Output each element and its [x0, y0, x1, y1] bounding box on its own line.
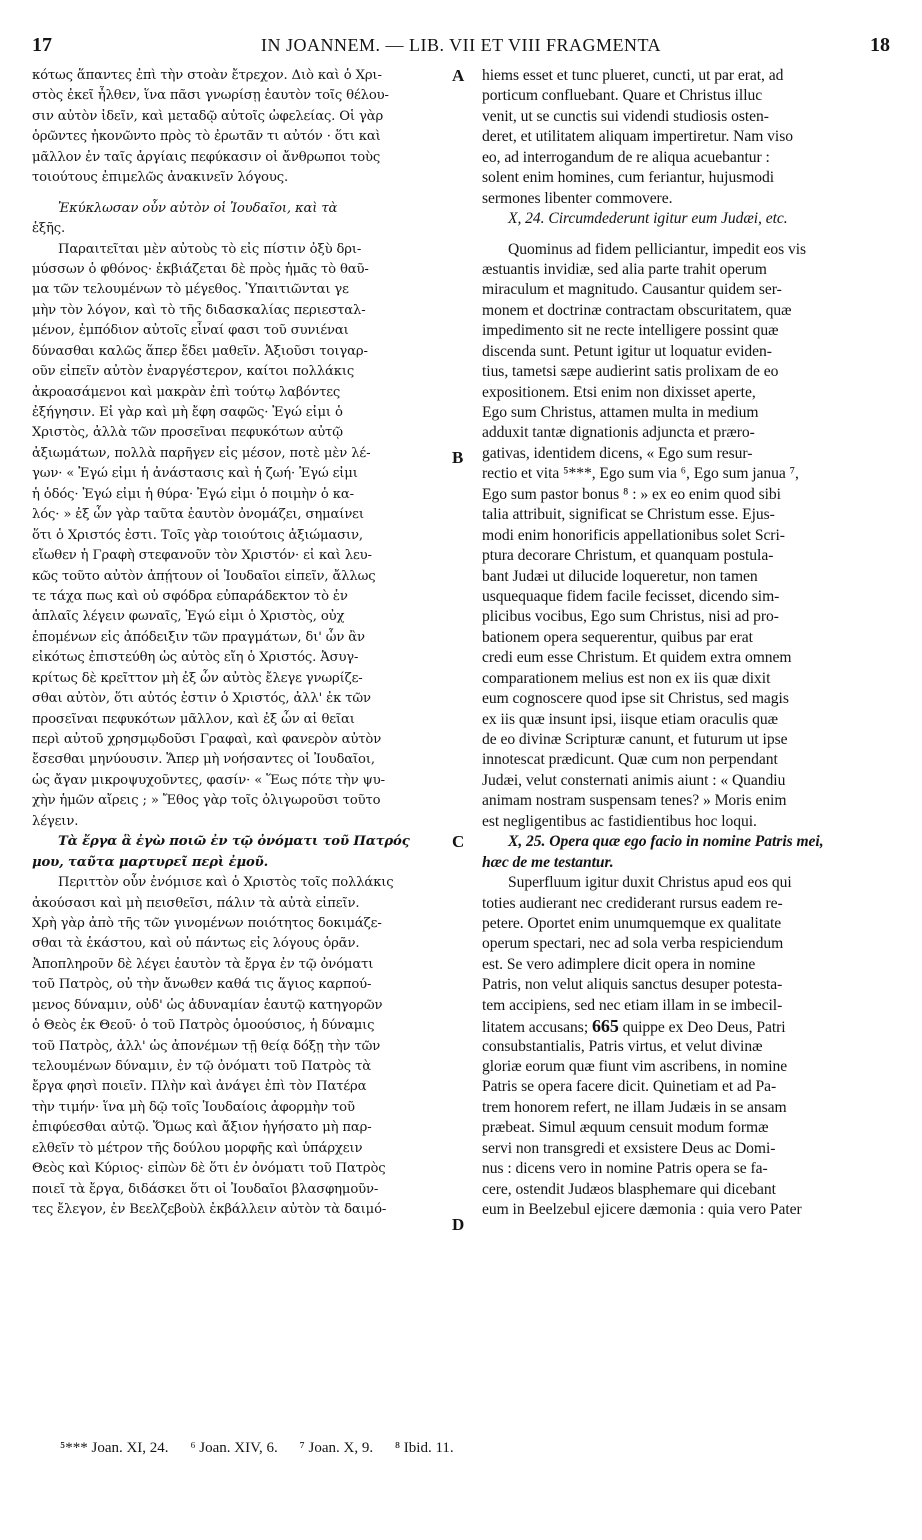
- text-line: ἀκροασάμενοι καὶ μακρὰν ἐπὶ τούτῳ λαβόντες: [32, 384, 341, 400]
- text-line: ὅτι ὁ Χριστός ἐστι. Τοῖς γὰρ τοιούτοις ἀξιώμασιν,: [32, 527, 363, 543]
- text-line: εἴωθεν ἡ Γραφὴ στεφανοῦν τὸν Χριστόν· εἰ καὶ λευ-: [32, 548, 372, 564]
- column-number-marker: 665: [591, 1016, 619, 1037]
- text-line: ἁπλαῖς λέγειν φωναῖς, Ἐγώ εἰμι ὁ Χριστὸς, οὐχ: [32, 609, 345, 625]
- text-line: toties audierant nec crediderant rursus eadem re-: [482, 894, 783, 912]
- text-line: comparationem melius est non ex iis quæ dixit: [482, 669, 771, 687]
- text-line: nus : dicens vero in nomine Patris opera se fa-: [482, 1160, 768, 1178]
- text-line: Περιττὸν οὖν ἐνόμισε καὶ ὁ Χριστὸς τοῖς πολλάκις: [58, 875, 394, 891]
- text-line: μενος δύναμιν, οὐδ' ὡς ἀδυναμίαν ἑαυτῷ κατηγορῶν: [32, 997, 383, 1013]
- text-line: μὴν τὸν λόγον, καὶ τὸ τῆς διδασκαλίας περιεσταλ-: [32, 302, 366, 318]
- text-line: credi eum esse Christum. Et quidem extra omnem: [482, 649, 792, 667]
- text-line: gativas, identidem dicens, « Ego sum resur-: [482, 444, 753, 462]
- margin-letter-a: A: [452, 66, 465, 85]
- text-line: κρίτως δὲ κρεῖττον μὴ ἐξ ὧν αὐτὸς ἔλεγε γνωρίζε-: [32, 670, 363, 686]
- text-line: ποιεῖ τὰ ἔργα, διδάσκει ὅτι οἱ Ἰουδαῖοι βλασφημοῦν-: [32, 1181, 379, 1197]
- text-line: Ἐκύκλωσαν οὖν αὐτὸν οἱ Ἰουδαῖοι, καὶ τὰ: [58, 200, 338, 216]
- text-line: de eo divinæ Scripturæ canunt, et futurum ut ipse: [482, 731, 788, 748]
- text-line: X, 24. Circumdederunt igitur eum Judæi, etc.: [508, 210, 788, 228]
- text-line: Παραιτεῖται μὲν αὐτοὺς τὸ εἰς πίστιν ὀξὺ δρι-: [58, 241, 362, 257]
- text-line: λέγειν.: [32, 813, 79, 829]
- text-line: κότως ἅπαντες ἐπὶ τὴν στοὰν ἔτρεχον. Διὸ καὶ ὁ Χρι-: [32, 68, 382, 83]
- text-line: μᾶλλον ἐν ταῖς ἀργίαις πεφύκασιν οἱ ἄνθρωποι τοὺς: [32, 149, 381, 165]
- text-line: servi non transgredi et exsistere Deus ac Domi-: [482, 1139, 776, 1157]
- text-line: X, 25. Opera quæ ego facio in nomine Patris mei,: [508, 833, 824, 851]
- text-line: Ego sum pastor bonus ⁸ : » ex eo enim quod sibi: [482, 485, 781, 503]
- text-line: adduxit tantæ dignationis adjuncta et præro-: [482, 424, 755, 442]
- text-line: consubstantialis, Patris virtus, et velut divinæ: [482, 1037, 763, 1055]
- footnote: ⁷ Joan. X, 9.: [299, 1440, 374, 1456]
- text-line: τε τάχα πως καὶ οὐ σφόδρα εὐπαράδεκτον τὸ ἐν: [32, 588, 348, 604]
- text-line: operum spectari, nec ad sola verba respiciendum: [482, 935, 784, 953]
- text-line: ὁρῶντες ἠκονῶντο πρὸς τὸ ἐρωτᾶν τι αὐτόν · ὅτι καὶ: [32, 129, 381, 145]
- text-line: τοιούτους ἐπιμελῶς ἀνακινεῖν λόγους.: [32, 170, 288, 186]
- text-line: sermones libenter commovere.: [482, 189, 673, 207]
- page-number-left: 17: [32, 34, 52, 56]
- text-line: æstuantis invidiæ, sed alia parte trahit operum: [482, 260, 767, 278]
- text-line: Ego sum Christus, attamen multa in medium: [482, 404, 759, 421]
- text-line: porticum confluebant. Quare et Christus illuc: [482, 87, 763, 105]
- text-line: προσεῖναι πεφυκότων μᾶλλον, καὶ ἐξ ὧν αἱ θεῖαι: [32, 711, 355, 727]
- text-line: bant Judæi ut dilucide loqueretur, non tamen: [482, 567, 758, 585]
- text-line: λός· » ἐξ ὧν γὰρ ταῦτα ἑαυτὸν ὀνομάζει, σημαίνει: [32, 507, 364, 523]
- text-line: τοῦ Πατρὸς, οὐ τὴν ἄνωθεν καθά τις ἅγιος καρπού-: [32, 977, 372, 993]
- text-line: σιν αὐτὸν ἰδεῖν, καὶ μεταδῷ αὐτοῖς ὠφελείας. Οἱ γὰρ: [32, 108, 384, 124]
- text-line: petere. Oportet enim unumquemque ex qualitate: [482, 914, 782, 932]
- text-line: miraculum et magnitudo. Causantur quidem ser-: [482, 281, 782, 299]
- text-line: μου, ταῦτα μαρτυρεῖ περὶ ἐμοῦ.: [32, 854, 269, 870]
- text-line: hæc de me testantur.: [482, 853, 614, 871]
- text-line: præbeat. Simul æquum censuit modum formæ: [482, 1119, 769, 1137]
- text-line: talia attribuit, significat se Christum esse. Ejus-: [482, 506, 775, 524]
- footnote: ⁸ Ibid. 11.: [394, 1440, 454, 1456]
- text-line: deret, et utilitatem aliquam impertiretur. Nam viso: [482, 128, 793, 146]
- text-line: τες ἔλεγον, ἐν Βεελζεβοὺλ ἐκβάλλειν αὐτὸν τὰ δαιμό-: [32, 1202, 387, 1218]
- text-line: discenda sunt. Petunt igitur ut loquatur eviden-: [482, 342, 772, 360]
- text-line: expositionem. Etsi enim non dixisset aperte,: [482, 383, 756, 401]
- text-line: eo, ad interrogandum de re aliqua acuebantur :: [482, 148, 770, 166]
- text-line: cere, ostendit Judæos blasphemare qui dicebant: [482, 1180, 776, 1198]
- greek-text-column: [32, 66, 450, 1221]
- margin-letter-c: C: [452, 832, 465, 851]
- text-line: τελουμένων δύναμιν, ἐν τῷ ὀνόματι τοῦ Πατρὸς τὰ: [32, 1059, 371, 1074]
- text-line: rectio et vita ⁵***, Ego sum via ⁶, Ego sum janua ⁷,: [482, 465, 799, 483]
- text-line: Τὰ ἔργα ἃ ἐγὼ ποιῶ ἐν τῷ ὀνόματι τοῦ Πατρός: [58, 834, 410, 850]
- text-line: animam nostram suspensam tenes? » Moris enim: [482, 792, 787, 810]
- text-line: τοῦ Πατρὸς, ἀλλ' ὡς ἀπονέμων τῇ θείᾳ δόξῃ τὴν τῶν: [32, 1038, 381, 1054]
- text-line: eum cognoscere quod ipse sit Christus, sed magis: [482, 690, 789, 708]
- text-line: Patris, non velut aliquis sanctus desuper potesta-: [482, 976, 783, 994]
- margin-letter-d: D: [452, 1215, 465, 1234]
- text-line: Superfluum igitur duxit Christus apud eos qui: [508, 874, 792, 892]
- text-line: χὴν ἡμῶν αἴρεις ; » Ἔθος γὰρ τοῖς ὀλιγωροῦσι τοῦτο: [32, 793, 381, 809]
- text-line: bationem opera sequerentur, quibus par erat: [482, 628, 753, 646]
- text-line: γων· « Ἐγώ εἰμι ἡ ἀνάστασις καὶ ἡ ζωή· Ἐγώ εἰμι: [32, 466, 358, 482]
- footnote: ⁵*** Joan. XI, 24.: [60, 1440, 169, 1456]
- text-line: innotescat prædicunt. Quæ cum non perpendant: [482, 751, 778, 769]
- text-line: monem et doctrinæ contractam obscuritatem, quæ: [482, 301, 792, 319]
- text-line: plicibus vocibus, Ego sum Christus, nisi ad pro-: [482, 608, 779, 626]
- text-line: ἑξῆς.: [32, 221, 66, 237]
- text-line: ελθεῖν τὸ μέτρον τῆς δούλου μορφῆς καὶ ὑπάρχειν: [32, 1140, 363, 1156]
- running-title: IN JOANNEM. — LIB. VII ET VIII FRAGMENTA: [260, 35, 662, 55]
- text-line: ὡς ἄγαν μικροψυχοῦντες, φασίν· « Ἕως πότε τὴν ψυ-: [32, 772, 385, 788]
- text-line: est negligentibus ac fastidientibus hoc loqui.: [482, 812, 757, 830]
- text-line: ἀξιωμάτων, πολλὰ παρῆγεν εἰς μέσον, ποτὲ μὲν λέ-: [32, 445, 371, 461]
- text-line: εἰκότως ἐπιστεύθη ὡς αὐτὸς εἴη ὁ Χριστός. Ἀσυγ-: [32, 650, 359, 666]
- text-line: solent enim homines, cum feriantur, hujusmodi: [482, 169, 775, 187]
- text-line: Judæi, velut consternati animis aiunt : « Quandiu: [482, 771, 786, 789]
- text-line: στὸς ἐκεῖ ἦλθεν, ἵνα πᾶσι γνωρίσῃ ἑαυτὸν τοῖς θέλου-: [32, 88, 389, 104]
- text-line: ἐπιφύεσθαι αὐτῷ. Ὅμως καὶ ἄξιον ἡγήσατο μὴ παρ-: [32, 1120, 372, 1136]
- text-line: ἀκούσασι καὶ μὴ πεισθεῖσι, πάλιν τὰ αὐτὰ εἰπεῖν.: [32, 895, 360, 911]
- text-line: ptura decorare Christum, et quanquam postula-: [482, 547, 774, 565]
- text-line: ἔργα φησὶ ποιεῖν. Πλὴν καὶ ἀνάγει ἐπὶ τὸν Πατέρα: [32, 1079, 367, 1095]
- text-line: ἔσεσθαι μηνύουσιν. Ἅπερ μὴ νοήσαντες οἱ Ἰουδαῖοι,: [32, 752, 375, 768]
- text-line: est. Se vero adimplere dicit opera in nomine: [482, 955, 756, 973]
- text-line: ἐξήγησιν. Εἰ γὰρ καὶ μὴ ἔφη σαφῶς· Ἐγώ εἰμι ὁ: [32, 405, 343, 420]
- text-line: Χρὴ γὰρ ἀπὸ τῆς τῶν γινομένων ποιότητος δοκιμάζε-: [32, 915, 382, 931]
- text-line: Quominus ad fidem pelliciantur, impedit eos vis: [508, 240, 807, 258]
- text-line: δύνασθαι καλῶς ἅπερ ἔδει μαθεῖν. Ἀξιοῦσι τοιγαρ-: [32, 343, 368, 359]
- text-line: Θεὸς καὶ Κύριος· εἰπὼν δὲ ὅτι ἐν ὀνόματι τοῦ Πατρὸς: [32, 1161, 386, 1177]
- text-line: gloriæ eorum quæ fiunt vim ascribens, in nomine: [482, 1058, 788, 1075]
- text-line: μα τῶν τελουμένων τὸ μέγεθος. Ὑπαιτιῶνται γε: [32, 282, 349, 298]
- text-line: modi enim honorificis appellationibus solet Scri-: [482, 526, 785, 544]
- latin-text-column: [482, 66, 894, 1221]
- text-line: οῦν εἰπεῖν αὐτὸν ἐναργέστερον, καίτοι πολλάκις: [32, 364, 355, 380]
- margin-letter-b: B: [452, 448, 464, 467]
- text-line: tem accipiens, sed nec etiam illam in se imbecil-: [482, 996, 783, 1014]
- text-line: κῶς τοῦτο αὐτὸν ἀπῄτουν οἱ Ἰουδαῖοι εἰπεῖν, ἄλλως: [32, 568, 376, 584]
- text-line: venit, ut se cunctis sui videndi studiosis osten-: [482, 107, 769, 125]
- text-line: τὴν τιμήν· ἵνα μὴ δῷ τοῖς Ἰουδαίοις ἀφορμὴν τοῦ: [32, 1099, 355, 1115]
- text-line: ex iis quæ insunt ipsi, iisque etiam oraculis quæ: [482, 710, 778, 728]
- page-number-right: 18: [870, 34, 890, 56]
- footnotes: [60, 1440, 890, 1462]
- text-line: σθαι τὰ ἑκάστου, καὶ οὐ πάντως εἰς λόγους ὁρᾶν.: [32, 936, 360, 952]
- text-line: Patris se opera facere dicit. Quinetiam et ad Pa-: [482, 1078, 777, 1096]
- text-line: ὁ Θεὸς ἐκ Θεοῦ· ὁ τοῦ Πατρὸς ὁμοούσιος, ἡ δύναμις: [32, 1018, 375, 1034]
- text-line: usquequaque fidem facile fecisset, dicendo sim-: [482, 587, 780, 605]
- text-line: hiems esset et tunc plueret, cuncti, ut par erat, ad: [482, 67, 784, 84]
- text-line: Ἀποπληροῦν δὲ λέγει ἑαυτὸν τὰ ἔργα ἐν τῷ ὀνόματι: [32, 956, 374, 972]
- text-line: περὶ αὐτοῦ χρησμῳδοῦσι Γραφαὶ, καὶ φανερὸν αὐτὸν: [32, 732, 382, 747]
- text-line: eum in Beelzebul ejicere dæmonia : quia vero Pater: [482, 1201, 802, 1219]
- text-line: tius, tametsi sæpe audierint satis prolixam de eo: [482, 363, 779, 381]
- footnote: ⁶ Joan. XIV, 6.: [190, 1440, 278, 1456]
- text-line: impedimento sit ne recte intelligere possint quæ: [482, 322, 779, 340]
- text-line: σθαι αὐτὸν, ὅτι αὐτός ἐστιν ὁ Χριστός, ἀλλ' ἐκ τῶν: [32, 691, 371, 707]
- text-line: ἡ ὁδός· Ἐγώ εἰμι ἡ θύρα· Ἐγώ εἰμι ὁ ποιμὴν ὁ κα-: [32, 486, 354, 502]
- text-line: μύσσων ὁ φθόνος· ἐκβιάζεται δὲ πρὸς ἡμᾶς τὸ θαῦ-: [32, 261, 369, 277]
- text-line: trem honorem refert, ne illam Judæis in se ansam: [482, 1098, 787, 1116]
- text-line: litatem accusans; 665 quippe ex Deo Deus, Patri: [482, 1016, 786, 1037]
- text-line: μένον, ἐμπόδιον αὐτοῖς εἶναί φασι τοῦ συνιέναι: [32, 323, 349, 339]
- running-header: [32, 34, 890, 60]
- text-line: Χριστὸς, ἀλλὰ τῶν προσεῖναι πεφυκότων αὐτῷ: [32, 425, 343, 441]
- text-line: ἑπομένων εἰς ἀπόδειξιν τῶν πραγμάτων, δι' ὧν ἂν: [32, 629, 365, 645]
